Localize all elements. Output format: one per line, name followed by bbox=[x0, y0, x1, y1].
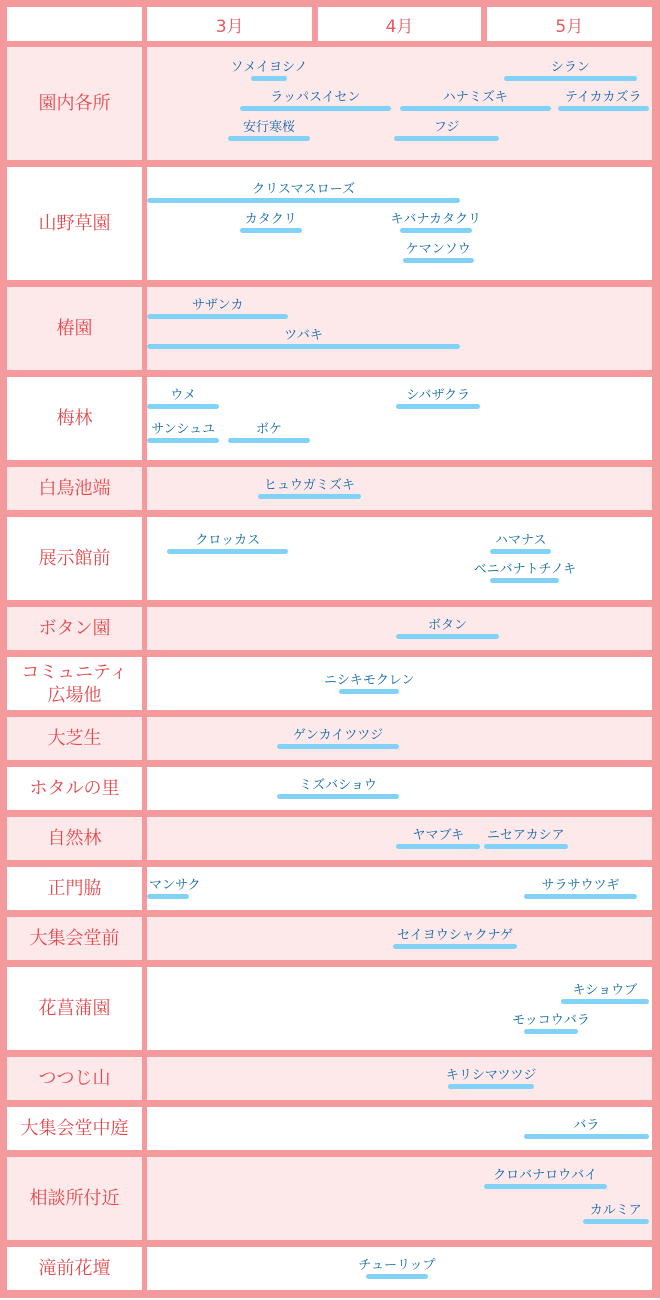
bloom-period-bar bbox=[583, 1219, 649, 1224]
timeline-row bbox=[147, 377, 652, 460]
timeline-row bbox=[147, 717, 652, 760]
bloom-period-bar bbox=[561, 999, 649, 1004]
plant-label: サラサウツギ bbox=[541, 878, 620, 893]
plant-label: サザンカ bbox=[191, 298, 244, 313]
bloom-period-bar bbox=[240, 228, 302, 233]
plant-label: クロッカス bbox=[195, 533, 261, 548]
plant-label: ボケ bbox=[256, 422, 283, 437]
plant-label: ボタン bbox=[427, 618, 467, 633]
location-label: 山野草園 bbox=[7, 167, 142, 280]
bloom-period-bar bbox=[490, 578, 559, 583]
location-label: ボタン園 bbox=[7, 607, 142, 650]
plant-label: ソメイヨシノ bbox=[230, 60, 308, 75]
location-label: 大集会堂前 bbox=[7, 917, 142, 960]
bloom-period-bar bbox=[396, 404, 480, 409]
location-label: 花菖蒲園 bbox=[7, 967, 142, 1050]
location-label: つつじ山 bbox=[7, 1057, 142, 1100]
plant-label: テイカカズラ bbox=[564, 90, 642, 105]
bloom-period-bar bbox=[524, 1134, 649, 1139]
plant-label: ケマンソウ bbox=[405, 242, 471, 257]
plant-label: サンシュユ bbox=[151, 422, 216, 437]
location-label: 自然林 bbox=[7, 817, 142, 860]
location-label: 相談所付近 bbox=[7, 1157, 142, 1240]
bloom-period-bar bbox=[448, 1084, 534, 1089]
location-label: 大集会堂中庭 bbox=[7, 1107, 142, 1150]
bloom-period-bar bbox=[339, 689, 400, 694]
bloom-period-bar bbox=[228, 136, 310, 141]
plant-label: バラ bbox=[573, 1118, 600, 1133]
plant-label: ニセアカシア bbox=[486, 828, 565, 843]
plant-label: ヒュウガミズキ bbox=[263, 478, 355, 493]
bloom-period-bar bbox=[366, 1274, 428, 1279]
bloom-period-bar bbox=[403, 258, 474, 263]
plant-label: キリシマツツジ bbox=[445, 1068, 537, 1083]
bloom-period-bar bbox=[490, 549, 551, 554]
plant-label: クロバナロウバイ bbox=[493, 1168, 598, 1183]
header-corner bbox=[7, 7, 142, 41]
bloom-period-bar bbox=[504, 76, 637, 81]
location-label: 椿園 bbox=[7, 287, 142, 370]
plant-label: シラン bbox=[550, 60, 590, 75]
timeline-row bbox=[147, 1057, 652, 1100]
location-label: 展示館前 bbox=[7, 517, 142, 600]
timeline-row bbox=[147, 817, 652, 860]
plant-label: ハナミズキ bbox=[442, 90, 508, 105]
timeline-row bbox=[147, 467, 652, 510]
bloom-period-bar bbox=[147, 894, 189, 899]
timeline-row bbox=[147, 967, 652, 1050]
bloom-period-bar bbox=[558, 106, 649, 111]
plant-label: ヤマブキ bbox=[412, 828, 464, 843]
bloom-period-bar bbox=[484, 844, 568, 849]
plant-label: シバザクラ bbox=[406, 388, 470, 403]
plant-label: セイヨウシャクナゲ bbox=[397, 928, 513, 943]
plant-label: ゲンカイツツジ bbox=[292, 728, 384, 743]
bloom-period-bar bbox=[396, 634, 499, 639]
bloom-period-bar bbox=[484, 1184, 607, 1189]
plant-label: ハマナス bbox=[494, 533, 547, 548]
month-header: 3月 bbox=[147, 7, 312, 41]
plant-label: ベニバナトチノキ bbox=[473, 562, 577, 577]
plant-label: ニシキモクレン bbox=[323, 673, 415, 688]
timeline-row bbox=[147, 517, 652, 600]
bloom-period-bar bbox=[147, 198, 460, 203]
plant-label: モッコウバラ bbox=[512, 1013, 590, 1028]
month-header: 4月 bbox=[318, 7, 480, 41]
plant-label: フジ bbox=[433, 120, 460, 135]
plant-label: キバナカタクリ bbox=[390, 212, 482, 227]
bloom-period-bar bbox=[400, 106, 552, 111]
location-label: 梅林 bbox=[7, 377, 142, 460]
plant-label: カルミア bbox=[589, 1203, 642, 1218]
timeline-row bbox=[147, 767, 652, 810]
bloom-period-bar bbox=[258, 494, 361, 499]
bloom-period-bar bbox=[147, 344, 460, 349]
bloom-period-bar bbox=[251, 76, 286, 81]
bloom-period-bar bbox=[147, 438, 219, 443]
bloom-period-bar bbox=[394, 136, 498, 141]
bloom-period-bar bbox=[147, 314, 288, 319]
bloom-period-bar bbox=[147, 404, 219, 409]
location-label: 白鳥池端 bbox=[7, 467, 142, 510]
bloom-period-bar bbox=[396, 844, 480, 849]
plant-label: ツバキ bbox=[284, 328, 323, 343]
location-label: 園内各所 bbox=[7, 47, 142, 160]
plant-label: チューリップ bbox=[358, 1258, 436, 1273]
month-header: 5月 bbox=[487, 7, 652, 41]
bloom-period-bar bbox=[400, 228, 472, 233]
bloom-period-bar bbox=[524, 1029, 578, 1034]
plant-label: 安行寒桜 bbox=[243, 120, 296, 135]
location-label: 正門脇 bbox=[7, 867, 142, 910]
timeline-row bbox=[147, 607, 652, 650]
bloom-period-bar bbox=[167, 549, 288, 554]
plant-label: クリスマスローズ bbox=[252, 182, 355, 197]
plant-label: ミズバショウ bbox=[299, 778, 377, 793]
plant-label: キショウブ bbox=[572, 983, 638, 998]
plant-label: ウメ bbox=[170, 388, 196, 403]
bloom-period-bar bbox=[393, 944, 518, 949]
location-label: 滝前花壇 bbox=[7, 1247, 142, 1290]
bloom-period-bar bbox=[240, 106, 392, 111]
bloom-period-bar bbox=[524, 894, 637, 899]
location-label: ホタルの里 bbox=[7, 767, 142, 810]
plant-label: マンサク bbox=[148, 878, 201, 893]
plant-label: カタクリ bbox=[244, 212, 297, 227]
location-label: 大芝生 bbox=[7, 717, 142, 760]
plant-label: ラッパスイセン bbox=[270, 90, 361, 105]
bloom-period-bar bbox=[277, 744, 400, 749]
bloom-period-bar bbox=[277, 794, 400, 799]
location-label: コミュニティ 広場他 bbox=[7, 657, 142, 710]
bloom-period-bar bbox=[228, 438, 310, 443]
